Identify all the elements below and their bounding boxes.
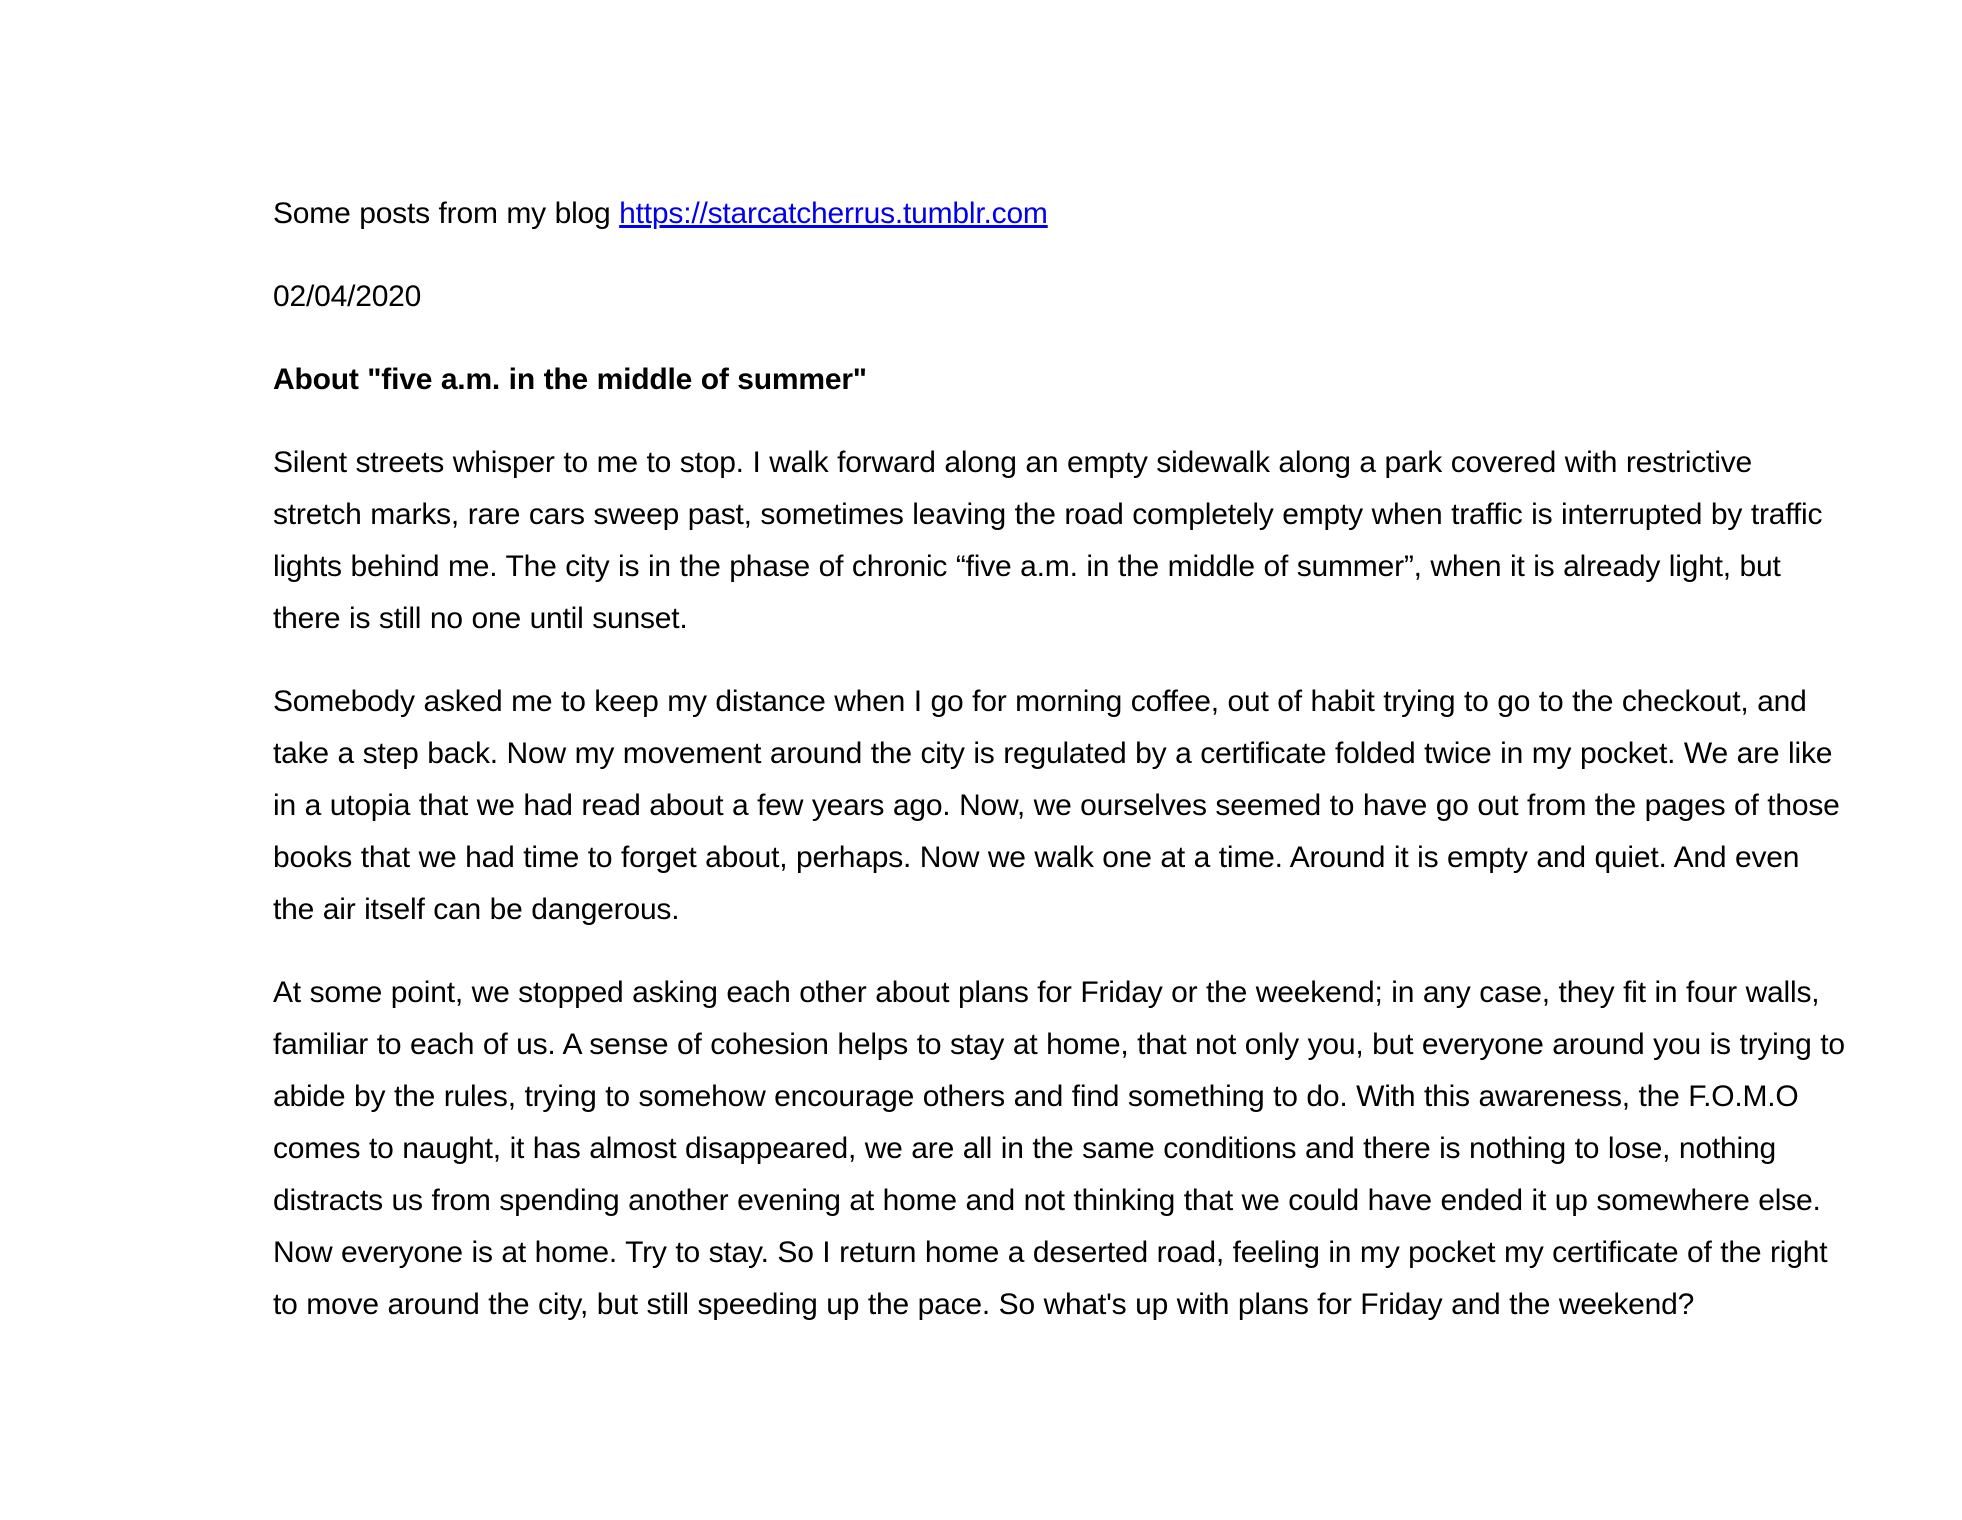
post-paragraph-3: At some point, we stopped asking each other about plans for Friday or the weekend; in any case, they fit in four walls, familiar to each of us. A sense of cohesion helps to stay at home, that not only you, but everyone around you is trying to abide by the rules, trying to somehow encourage others and find something to do. With this awareness, the F.O.M.O comes to naught, it has almost disappeared, we are all in the same conditions and there is nothing to lose, nothing distracts us from spending another evening at home and not thinking that we could have ended it up somewhere else. Now everyone is at home. Try to stay. So I return home a deserted road, feeling in my pocket my certificate of the right to move around the city, but still speeding up the pace. So what's up with plans for Friday and the weekend? (273, 976, 1845, 1321)
blog-url-link[interactable]: https://starcatcherrus.tumblr.com (619, 197, 1048, 230)
post-date: 02/04/2020 (273, 280, 422, 313)
document-content (273, 188, 1848, 1331)
intro-line (273, 188, 1848, 240)
post-paragraph-1: Silent streets whisper to me to stop. I walk forward along an empty sidewalk along a park covered with restrictive stretch marks, rare cars sweep past, sometimes leaving the road completely empty when traffic is interrupted by traffic lights behind me. The city is in the phase of chronic “five a.m. in the middle of summer”, when it is already light, but there is still no one until sunset. (273, 446, 1823, 635)
post-paragraph-2: Somebody asked me to keep my distance when I go for morning coffee, out of habit trying to go to the checkout, and take a step back. Now my movement around the city is regulated by a certificate folded twice in my pocket. We are like in a utopia that we had read about a few years ago. Now, we ourselves seemed to have go out from the pages of those books that we had time to forget about, perhaps. Now we walk one at a time. Around it is empty and quiet. And even the air itself can be dangerous. (273, 685, 1840, 926)
intro-prefix-text: Some posts from my blog (273, 197, 620, 230)
post-title: About "five a.m. in the middle of summer" (273, 363, 867, 396)
